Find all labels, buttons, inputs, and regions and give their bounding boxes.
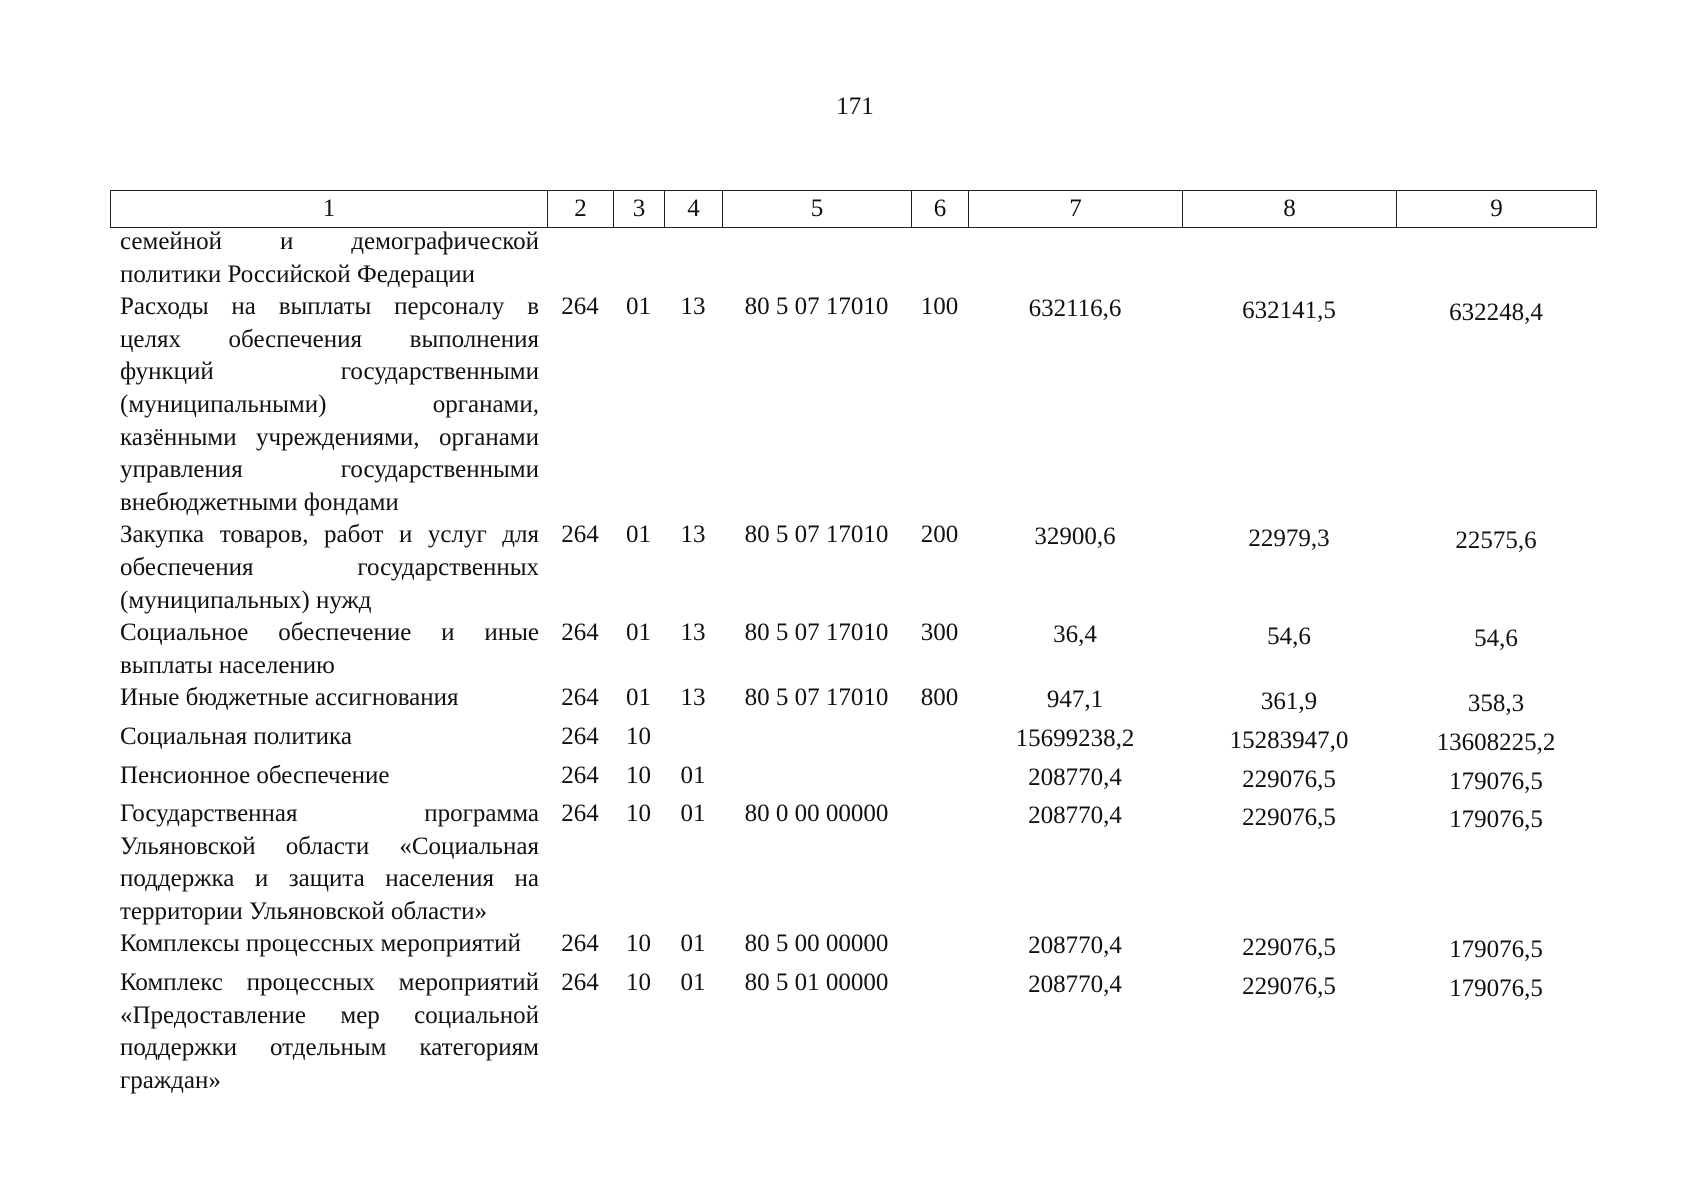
row-name: Пенсионное обеспечение: [120, 761, 390, 789]
row-col-9: 358,3: [1467, 690, 1525, 718]
row-col-3: 01: [626, 619, 651, 647]
row-name: Расходы на выплаты персоналу в целях обеспечения выполнения функций государственными (муниципальными) органами, казёнными учреждениями, органами управления государственными внебюджетными фондами: [120, 293, 539, 516]
row-col-6: 300: [920, 619, 959, 647]
row-col-9: 54,6: [1474, 625, 1518, 653]
table-row: [110, 291, 1596, 519]
table-row: [110, 721, 1596, 760]
table-row: [110, 760, 1596, 799]
row-col-9: 179076,5: [1449, 936, 1543, 964]
row-col-5: 80 5 07 17010: [744, 619, 889, 647]
table-header: [110, 190, 1597, 228]
row-name: Социальная политика: [120, 722, 352, 750]
row-col-3: 10: [626, 969, 651, 997]
row-col-7: 947,1: [1046, 686, 1104, 714]
row-col-9: 13608225,2: [1436, 728, 1556, 756]
row-col-8: 632141,5: [1242, 297, 1336, 325]
row-col-6: 800: [920, 684, 959, 712]
row-col-8: 15283947,0: [1229, 726, 1349, 754]
row-col-5: 80 5 07 17010: [744, 684, 889, 712]
row-col-5: [722, 226, 911, 291]
row-col-2: 264: [561, 761, 599, 789]
row-col-8: 229076,5: [1242, 765, 1336, 793]
header-row: [111, 191, 1597, 228]
row-col-4: 13: [680, 619, 706, 647]
header-col-2: 2: [548, 191, 614, 228]
row-col-2: 264: [561, 293, 599, 321]
row-col-4: 01: [680, 969, 706, 997]
row-col-4: 13: [680, 293, 706, 321]
table-row: [110, 617, 1596, 682]
row-col-7: 208770,4: [1028, 763, 1122, 791]
header-col-5: 5: [723, 191, 912, 228]
row-col-5: [722, 760, 911, 799]
row-col-4: [664, 226, 722, 291]
header-col-6: 6: [912, 191, 969, 228]
header-col-3: 3: [614, 191, 665, 228]
table-row: [110, 798, 1596, 928]
row-col-2: 264: [561, 969, 599, 997]
table-row: [110, 928, 1596, 967]
row-col-4: 01: [680, 930, 706, 958]
row-col-3: 10: [626, 930, 651, 958]
row-name: Иные бюджетные ассигнования: [120, 684, 459, 712]
row-col-3: [613, 226, 664, 291]
row-col-7: 208770,4: [1028, 971, 1122, 999]
row-col-6: [911, 760, 968, 799]
row-col-9: 22575,6: [1455, 527, 1537, 555]
row-name: Государственная программа Ульяновской области «Социальная поддержка и защита населения на территории Ульяновской области»: [120, 800, 539, 925]
row-name: Закупка товаров, работ и услуг для обеспечения государственных (муниципальных) нужд: [120, 521, 539, 614]
header-col-7: 7: [969, 191, 1183, 228]
row-col-8: 22979,3: [1248, 525, 1330, 553]
row-col-3: 10: [626, 800, 651, 828]
row-col-2: 264: [561, 930, 599, 958]
row-col-8: 54,6: [1267, 623, 1311, 651]
row-col-2: [547, 226, 613, 291]
budget-table: [110, 226, 1596, 1097]
row-col-5: 80 5 00 00000: [744, 930, 889, 958]
row-name: семейной и демографической политики Российской Федерации: [120, 228, 539, 288]
row-col-8: 361,9: [1260, 688, 1318, 716]
row-col-8: 229076,5: [1242, 934, 1336, 962]
row-col-6: [911, 967, 968, 1097]
row-col-7: 632116,6: [1028, 295, 1122, 323]
row-col-5: [722, 721, 911, 760]
row-col-6: [911, 798, 968, 928]
row-col-8: [1182, 226, 1396, 291]
row-col-6: 100: [920, 293, 959, 321]
page-number: 171: [836, 93, 874, 120]
table-row: [110, 519, 1596, 617]
row-col-7: 208770,4: [1028, 932, 1122, 960]
row-col-4: [664, 721, 722, 760]
row-col-6: [911, 721, 968, 760]
table-row: [110, 682, 1596, 721]
row-col-3: 10: [626, 761, 651, 789]
row-name: Комплекс процессных мероприятий «Предоставление мер социальной поддержки отдельным категориям граждан»: [120, 969, 539, 1094]
row-col-2: 264: [561, 722, 599, 750]
row-col-7: 36,4: [1053, 621, 1097, 649]
row-col-6: 200: [920, 521, 959, 549]
row-col-9: [1396, 226, 1596, 291]
row-col-9: 179076,5: [1449, 767, 1543, 795]
row-col-2: 264: [561, 800, 599, 828]
row-col-4: 01: [680, 761, 706, 789]
row-col-2: 264: [561, 619, 599, 647]
row-col-9: 179076,5: [1449, 806, 1543, 834]
row-col-3: 01: [626, 521, 651, 549]
header-col-1: 1: [111, 191, 548, 228]
row-col-8: 229076,5: [1242, 973, 1336, 1001]
row-col-7: [968, 226, 1182, 291]
row-col-4: 01: [680, 800, 706, 828]
header-col-4: 4: [665, 191, 723, 228]
row-col-7: 208770,4: [1028, 802, 1122, 830]
row-col-4: 13: [680, 521, 706, 549]
table-row: [110, 967, 1596, 1097]
row-col-6: [911, 226, 968, 291]
row-col-5: 80 5 07 17010: [744, 293, 889, 321]
row-col-8: 229076,5: [1242, 804, 1336, 832]
table-row: [110, 226, 1596, 291]
row-col-3: 10: [626, 722, 651, 750]
row-col-2: 264: [561, 521, 599, 549]
row-col-9: 179076,5: [1449, 975, 1543, 1003]
row-col-7: 32900,6: [1034, 523, 1116, 551]
row-col-5: 80 0 00 00000: [744, 800, 889, 828]
row-col-3: 01: [626, 684, 651, 712]
row-col-4: 13: [680, 684, 706, 712]
row-col-5: 80 5 01 00000: [744, 969, 889, 997]
header-col-9: 9: [1397, 191, 1597, 228]
row-col-2: 264: [561, 684, 599, 712]
row-col-6: [911, 928, 968, 967]
row-name: Социальное обеспечение и иные выплаты населению: [120, 619, 539, 679]
row-col-7: 15699238,2: [1015, 724, 1135, 752]
row-col-3: 01: [626, 293, 651, 321]
row-name: Комплексы процессных мероприятий: [120, 930, 521, 958]
row-col-5: 80 5 07 17010: [744, 521, 889, 549]
row-col-9: 632248,4: [1449, 299, 1543, 327]
header-col-8: 8: [1183, 191, 1397, 228]
